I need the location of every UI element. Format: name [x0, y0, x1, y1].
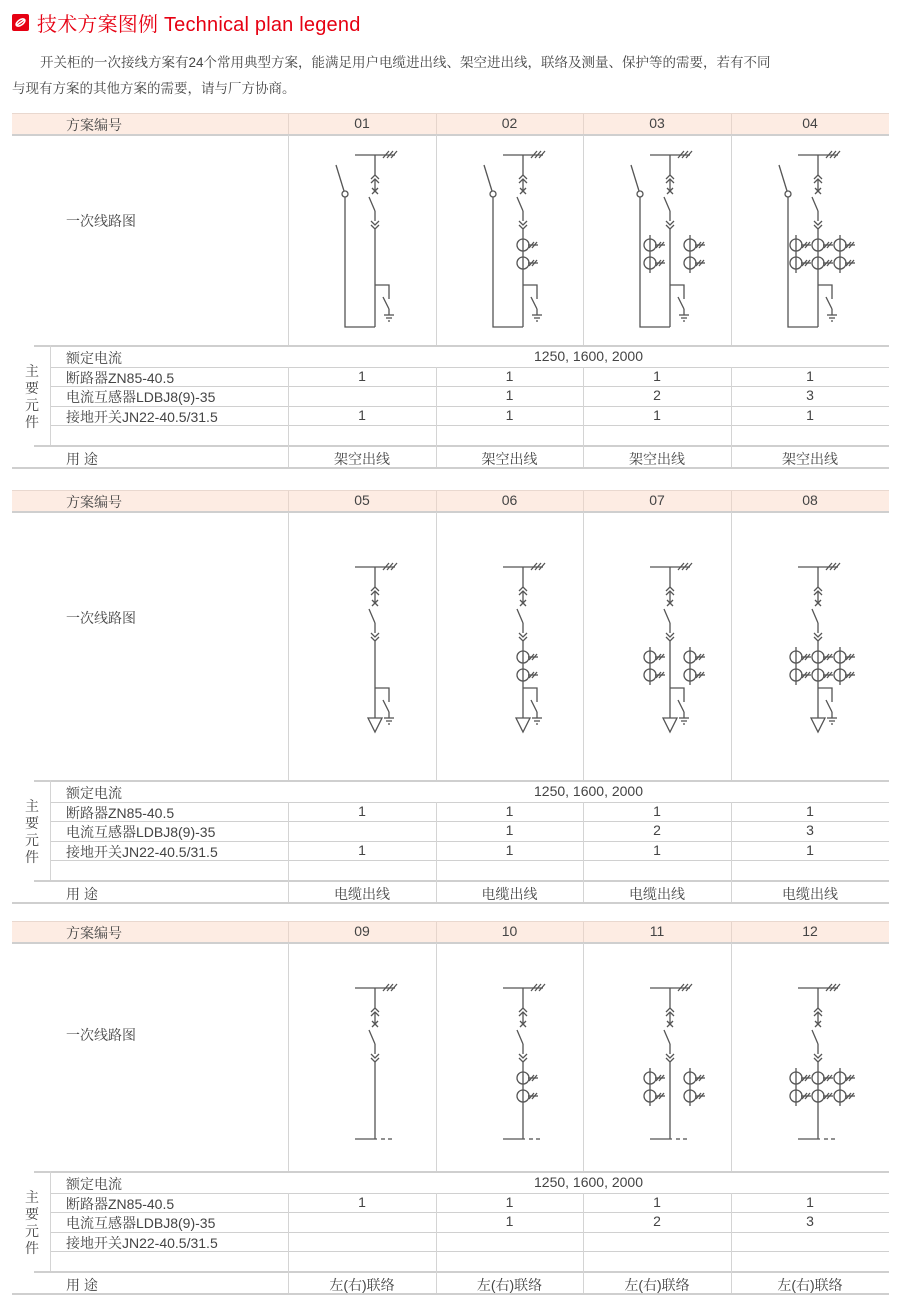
row-label: 断路器ZN85-40.5 [66, 1195, 175, 1212]
single-line-diagram-12 [731, 943, 889, 1171]
earth-switch-row-value: 1 [358, 841, 366, 858]
scheme-number: 08 [802, 492, 818, 508]
table-header-row [12, 921, 889, 944]
usage-value: 架空出线 [629, 450, 685, 467]
row-divider [34, 880, 889, 882]
usage-value: 左(右)联络 [329, 1276, 395, 1293]
row-label: 断路器ZN85-40.5 [66, 369, 175, 386]
group-char: 元 [25, 1223, 39, 1239]
row-label: 额定电流 [66, 785, 122, 801]
group-divider [50, 345, 51, 445]
group-char: 件 [25, 1240, 39, 1256]
table-header-row [12, 490, 889, 513]
column-divider [288, 1251, 289, 1271]
diagram-label: 一次线路图 [66, 212, 136, 229]
rated-current-value: 1250, 1600, 2000 [534, 348, 643, 364]
column-divider [288, 1232, 289, 1252]
scheme-no-label: 方案编号 [66, 925, 122, 941]
column-divider [731, 491, 732, 511]
single-line-diagram-03 [583, 135, 731, 345]
usage-value: 左(右)联络 [624, 1276, 690, 1293]
single-line-diagram-06 [436, 512, 583, 780]
column-divider [583, 1232, 584, 1252]
column-divider [731, 1232, 732, 1252]
components-group-label [24, 1189, 40, 1257]
diagram-label: 一次线路图 [66, 610, 136, 627]
column-divider [288, 860, 289, 880]
earth-switch-row-value: 1 [358, 406, 366, 423]
single-line-diagram-07 [583, 512, 731, 780]
group-char: 主 [25, 1189, 39, 1205]
ct-row-value: 1 [505, 822, 514, 838]
column-divider [288, 425, 289, 445]
column-divider [731, 425, 732, 445]
diagram-label: 一次线路图 [66, 1027, 136, 1044]
breaker-row-value: 1 [653, 1193, 661, 1210]
rated-current-value: 1250, 1600, 2000 [534, 783, 643, 799]
group-char: 主 [25, 798, 39, 814]
column-divider [288, 114, 289, 134]
scheme-number: 09 [354, 923, 370, 939]
column-divider [288, 386, 289, 406]
ct-row-value: 2 [653, 1213, 661, 1229]
breaker-row-value: 1 [505, 1193, 514, 1210]
column-divider [436, 114, 437, 134]
column-divider [731, 922, 732, 942]
row-divider [50, 1251, 889, 1252]
scheme-number: 06 [501, 492, 518, 508]
scheme-number: 03 [649, 115, 665, 131]
column-divider [583, 491, 584, 511]
rated-current-value: 1250, 1600, 2000 [534, 1174, 643, 1190]
page-title: 技术方案图例 Technical plan legend [37, 13, 361, 36]
usage-value: 电缆出线 [334, 885, 390, 902]
row-divider [34, 780, 889, 782]
row-label: 电流互感器LDBJ8(9)-35 [66, 389, 216, 405]
usage-value: 电缆出线 [782, 885, 838, 902]
row-divider [50, 860, 889, 861]
column-divider [288, 491, 289, 511]
usage-label: 用 途 [66, 450, 98, 467]
row-label: 接地开关JN22-40.5/31.5 [66, 1234, 218, 1251]
usage-value: 左(右)联络 [777, 1276, 843, 1293]
column-divider [583, 114, 584, 134]
column-divider [436, 922, 437, 942]
usage-value: 左(右)联络 [476, 1276, 543, 1293]
row-label: 接地开关JN22-40.5/31.5 [66, 408, 218, 425]
group-char: 要 [25, 815, 39, 831]
column-divider [731, 1251, 732, 1271]
column-divider [436, 1251, 437, 1271]
earth-switch-row-value: 1 [806, 406, 814, 423]
group-char: 要 [25, 1206, 39, 1222]
group-char: 元 [25, 397, 39, 413]
single-line-diagram-01 [288, 135, 436, 345]
ct-row-value: 3 [806, 387, 814, 403]
earth-switch-row-value: 1 [653, 406, 661, 423]
breaker-row-value: 1 [806, 367, 814, 384]
breaker-row-value: 1 [505, 367, 514, 384]
single-line-diagram-05 [288, 512, 436, 780]
single-line-diagram-08 [731, 512, 889, 780]
ct-row-value: 1 [505, 1213, 514, 1229]
column-divider [436, 491, 437, 511]
column-divider [436, 1232, 437, 1252]
row-label: 额定电流 [66, 1176, 122, 1192]
earth-switch-row-value: 1 [653, 841, 661, 858]
earth-switch-row-value: 1 [505, 406, 514, 423]
column-divider [288, 821, 289, 841]
single-line-diagram-10 [436, 943, 583, 1171]
components-group-label [24, 363, 40, 431]
usage-label: 用 途 [66, 1276, 98, 1293]
row-divider [34, 345, 889, 347]
table-bottom-border [12, 902, 889, 904]
row-label: 额定电流 [66, 350, 122, 366]
breaker-row-value: 1 [806, 802, 814, 819]
breaker-row-value: 1 [806, 1193, 814, 1210]
breaker-row-value: 1 [358, 802, 366, 819]
single-line-diagram-11 [583, 943, 731, 1171]
ct-row-value: 2 [653, 822, 661, 838]
column-divider [436, 425, 437, 445]
column-divider [288, 1212, 289, 1232]
scheme-number: 07 [649, 492, 665, 508]
group-divider [50, 1171, 51, 1271]
row-divider [34, 1171, 889, 1173]
table-header-row [12, 113, 889, 136]
components-group-label [24, 798, 40, 866]
scheme-number: 10 [501, 923, 518, 939]
column-divider [583, 425, 584, 445]
table-bottom-border [12, 1293, 889, 1295]
row-divider [50, 425, 889, 426]
intro-line-1: 开关柜的一次接线方案有24个常用典型方案，能满足用户电缆进出线、架空进出线，联络及测量、保护等的需要，若有不同 [40, 55, 771, 70]
usage-value: 架空出线 [334, 450, 390, 467]
group-char: 主 [25, 363, 39, 379]
scheme-number: 05 [354, 492, 370, 508]
section-header [12, 8, 361, 36]
usage-value: 电缆出线 [481, 885, 538, 902]
row-label: 电流互感器LDBJ8(9)-35 [66, 824, 216, 840]
usage-value: 架空出线 [782, 450, 838, 467]
scheme-number: 02 [501, 115, 518, 131]
single-line-diagram-04 [731, 135, 889, 345]
column-divider [583, 1251, 584, 1271]
scheme-no-label: 方案编号 [66, 117, 122, 133]
ct-row-value: 1 [505, 387, 514, 403]
ct-row-value: 3 [806, 822, 814, 838]
table-bottom-border [12, 467, 889, 469]
intro-line-2: 与现有方案的其他方案的需要，请与厂方协商。 [12, 81, 296, 96]
intro-paragraph [12, 50, 892, 102]
column-divider [583, 860, 584, 880]
ct-row-value: 3 [806, 1213, 814, 1229]
group-char: 要 [25, 380, 39, 396]
scheme-number: 01 [354, 115, 370, 131]
scheme-number: 12 [802, 923, 818, 939]
breaker-row-value: 1 [653, 802, 661, 819]
breaker-row-value: 1 [505, 802, 514, 819]
single-line-diagram-09 [288, 943, 436, 1171]
breaker-row-value: 1 [358, 1193, 366, 1210]
breaker-row-value: 1 [358, 367, 366, 384]
column-divider [288, 922, 289, 942]
column-divider [436, 860, 437, 880]
scheme-number: 04 [802, 115, 818, 131]
group-char: 件 [25, 414, 39, 430]
row-label: 断路器ZN85-40.5 [66, 804, 175, 821]
earth-switch-row-value: 1 [505, 841, 514, 858]
column-divider [583, 922, 584, 942]
usage-value: 架空出线 [481, 450, 538, 467]
group-char: 元 [25, 832, 39, 848]
usage-value: 电缆出线 [629, 885, 685, 902]
column-divider [731, 114, 732, 134]
row-divider [34, 1271, 889, 1273]
group-char: 件 [25, 849, 39, 865]
ct-row-value: 2 [653, 387, 661, 403]
breaker-row-value: 1 [653, 367, 661, 384]
scheme-number: 11 [649, 923, 665, 939]
row-label: 接地开关JN22-40.5/31.5 [66, 843, 218, 860]
row-label: 电流互感器LDBJ8(9)-35 [66, 1215, 216, 1231]
group-divider [50, 780, 51, 880]
brand-logo-icon [12, 14, 29, 31]
row-divider [34, 445, 889, 447]
single-line-diagram-02 [436, 135, 583, 345]
usage-label: 用 途 [66, 885, 98, 902]
scheme-no-label: 方案编号 [66, 494, 122, 510]
earth-switch-row-value: 1 [806, 841, 814, 858]
column-divider [731, 860, 732, 880]
